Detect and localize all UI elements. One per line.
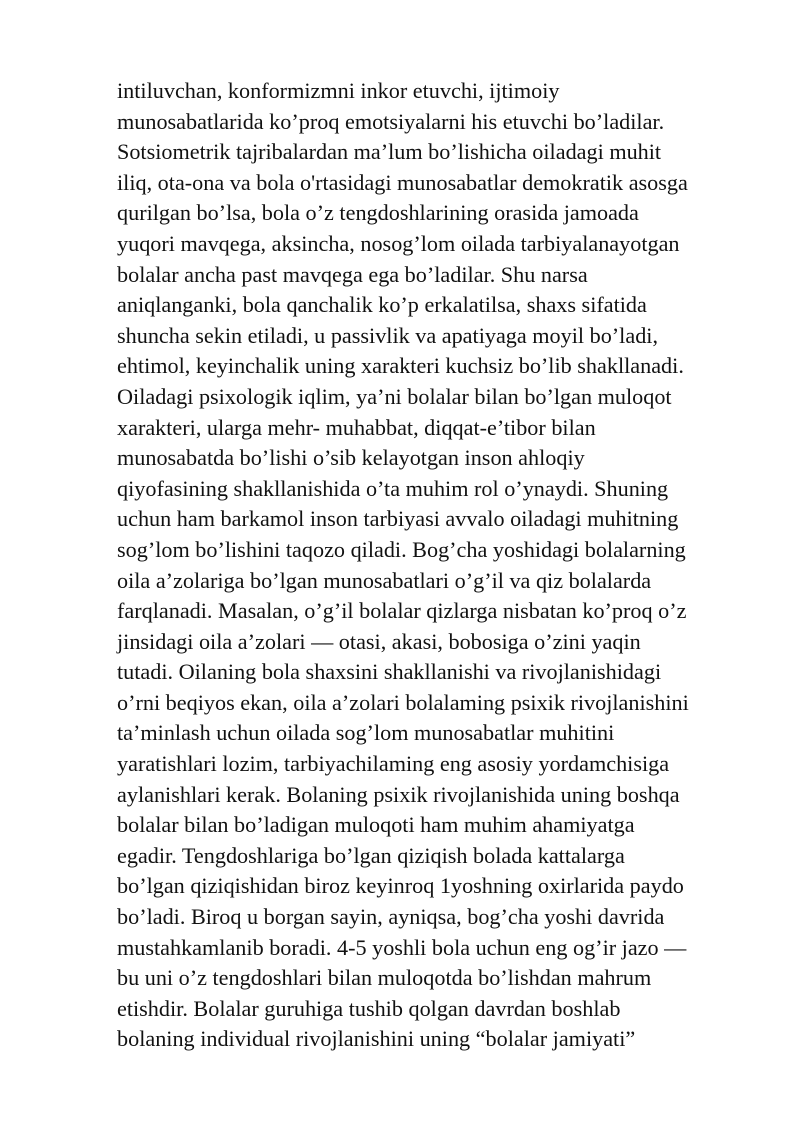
text-line: ehtimol, keyinchalik uning xarakteri kuchsiz bo’lib shakllanadi. xyxy=(117,353,684,379)
text-line: egadir. Tengdoshlariga bo’lgan qiziqish bolada kattalarga xyxy=(117,842,625,868)
text-line: bo’lgan qiziqishidan biroz keyinroq 1yoshning oxirlarida paydo xyxy=(117,873,684,899)
text-line: o’rni beqiyos ekan, oila a’zolari bolalaming psixik rivojlanishini xyxy=(117,689,689,715)
text-line: munosabatda bo’lishi o’sib kelayotgan inson ahloqiy xyxy=(117,445,585,471)
text-line: bo’ladi. Biroq u borgan sayin, ayniqsa, bog’cha yoshi davrida xyxy=(117,904,665,930)
text-line: yaratishlari lozim, tarbiyachilaming eng asosiy yordamchisiga xyxy=(117,751,670,777)
body-text xyxy=(117,76,757,1055)
text-line: Sotsiometrik tajribalardan ma’lum bo’lishicha oiladagi muhit xyxy=(117,139,662,165)
text-line: ta’minlash uchun oilada sog’lom munosabatlar muhitini xyxy=(117,720,615,746)
text-line: Oiladagi psixologik iqlim, ya’ni bolalar bilan bo’lgan muloqot xyxy=(117,383,672,409)
text-line: qiyofasining shakllanishida o’ta muhim rol o’ynaydi. Shuning xyxy=(117,475,669,501)
text-line: yuqori mavqega, aksincha, nosog’lom oilada tarbiyalanayotgan xyxy=(117,230,680,256)
text-line: aniqlanganki, bola qanchalik ko’p erkalatilsa, shaxs sifatida xyxy=(117,292,647,318)
text-line: iliq, ota-ona va bola o'rtasidagi munosabatlar demokratik asosga xyxy=(117,169,688,195)
text-line: farqlanadi. Masalan, o’g’il bolalar qizlarga nisbatan ko’proq o’z xyxy=(117,598,687,624)
text-line: tutadi. Oilaning bola shaxsini shakllanishi va rivojlanishidagi xyxy=(117,659,662,685)
text-line: bolaning individual rivojlanishini uning “bolalar jamiyati” xyxy=(117,1026,636,1052)
text-line: intiluvchan, konformizmni inkor etuvchi, ijtimoiy xyxy=(117,78,560,103)
text-line: etishdir. Bolalar guruhiga tushib qolgan davrdan boshlab xyxy=(117,995,621,1021)
text-line: qurilgan bo’lsa, bola o’z tengdoshlarining orasida jamoada xyxy=(117,200,639,226)
text-line: bolalar bilan bo’ladigan muloqoti ham muhim ahamiyatga xyxy=(117,812,635,838)
text-line: munosabatlarida ko’proq emotsiyalarni his etuvchi bo’ladilar. xyxy=(117,108,665,134)
text-line: bolalar ancha past mavqega ega bo’ladilar. Shu narsa xyxy=(117,261,588,287)
text-line: uchun ham barkamol inson tarbiyasi avvalo oiladagi muhitning xyxy=(117,506,679,532)
text-line: bu uni o’z tengdoshlari bilan muloqotda bo’lishdan mahrum xyxy=(117,965,652,991)
text-line: oila a’zolariga bo’lgan munosabatlari o’g’il va qiz bolalarda xyxy=(117,567,652,593)
text-line: jinsidagi oila a’zolari — otasi, akasi, bobosiga o’zini yaqin xyxy=(117,628,641,654)
text-line: sog’lom bo’lishini taqozo qiladi. Bog’cha yoshidagi bolalarning xyxy=(117,536,686,562)
text-line: xarakteri, ularga mehr- muhabbat, diqqat-e’tibor bilan xyxy=(117,414,596,440)
text-line: shuncha sekin etiladi, u passivlik va apatiyaga moyil bo’ladi, xyxy=(117,322,659,348)
text-line: aylanishlari kerak. Bolaning psixik rivojlanishida uning boshqa xyxy=(117,781,680,807)
text-line: mustahkamlanib boradi. 4-5 yoshli bola uchun eng og’ir jazo — xyxy=(117,934,687,960)
